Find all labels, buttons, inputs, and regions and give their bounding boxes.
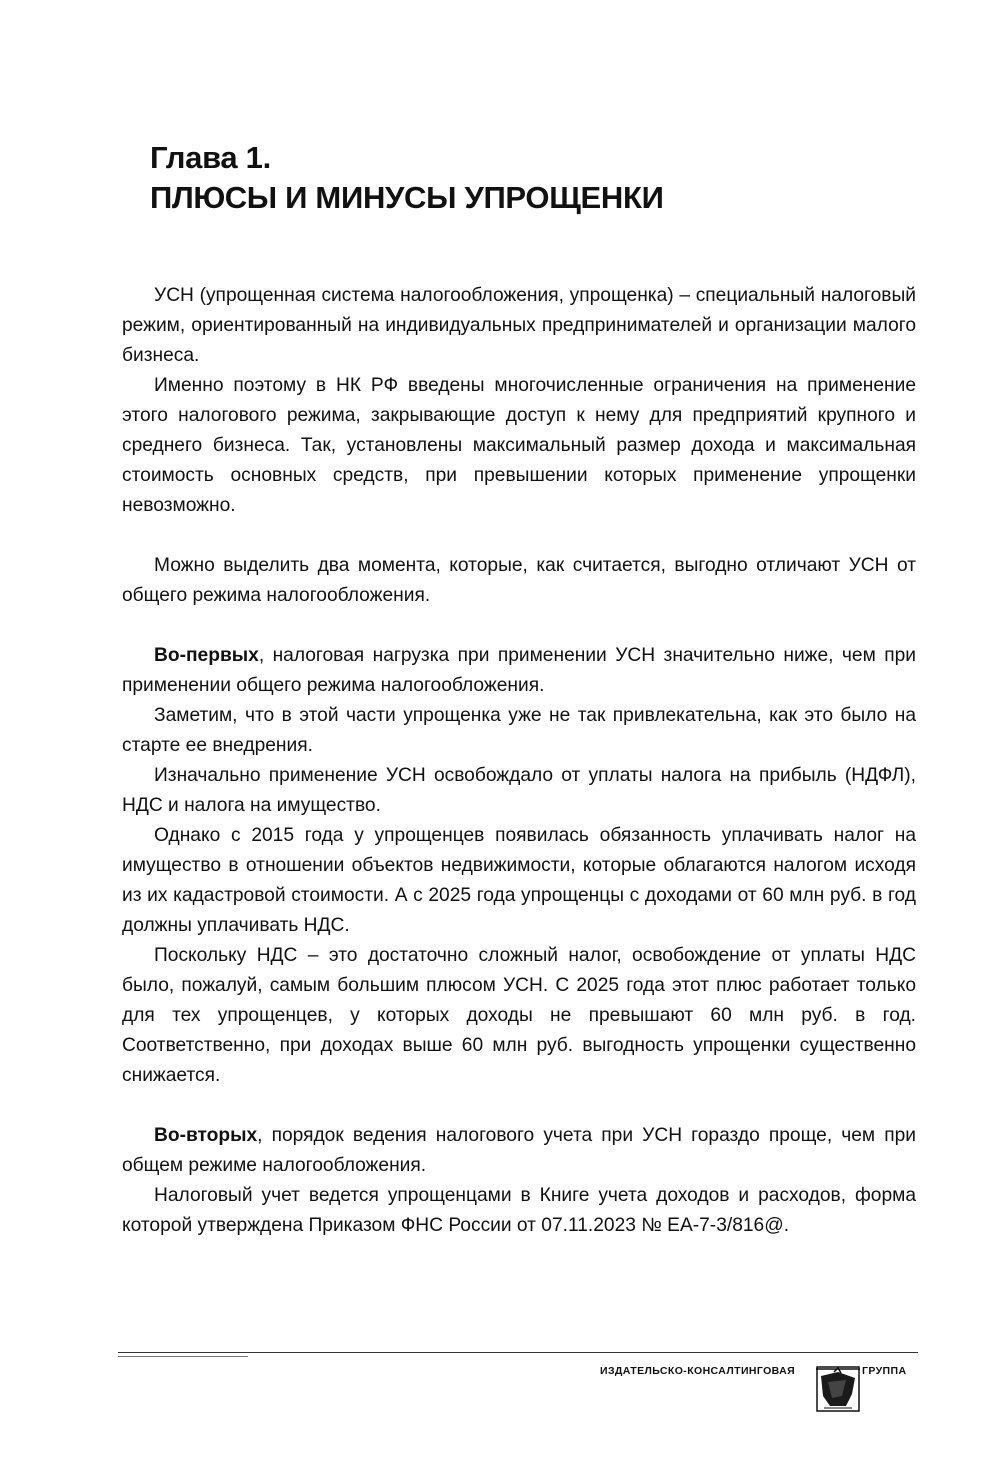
publisher-name-left: ИЗДАТЕЛЬСКО-КОНСАЛТИНГОВАЯ — [600, 1365, 796, 1377]
footer-divider — [118, 1352, 918, 1353]
paragraph-first-point — [122, 641, 916, 701]
paragraph-second-point — [122, 1121, 916, 1181]
publisher-name-right: ГРУППА — [862, 1365, 907, 1377]
chapter-title: ПЛЮСЫ И МИНУСЫ УПРОЩЕНКИ — [150, 180, 664, 215]
paragraph-ledger: Налоговый учет ведется упрощенцами в Книге учета доходов и расходов, форма которой утверждена Приказом ФНС России от 07.11.2023 № ЕА-7-3/816@. — [122, 1185, 916, 1236]
paragraph-restrictions: Именно поэтому в НК РФ введены многочисленные ограничения на применение этого налогового режима, закрывающие доступ к нему для предприятий крупного и среднего бизнеса. Так, установлены максимальный размер дохода и максимальная стоимость основных средств, при превышении которых применение упрощенки невозможно. — [122, 375, 916, 516]
publisher-logo-icon — [816, 1366, 860, 1412]
paragraph-two-points: Можно выделить два момента, которые, как считается, выгодно отличают УСН от общего режима налогообложения. — [122, 555, 916, 606]
paragraph-initial-exemption: Изначально применение УСН освобождало от уплаты налога на прибыль (НДФЛ), НДС и налога на имущество. — [122, 765, 916, 816]
chapter-heading — [150, 138, 910, 218]
chapter-number: Глава 1. — [150, 140, 271, 175]
chapter-body — [122, 281, 916, 1241]
first-point-text: , налоговая нагрузка при применении УСН значительно ниже, чем при применении общего режима налогообложения. — [122, 645, 916, 696]
paragraph-2015-changes: Однако с 2015 года у упрощенцев появилась обязанность уплачивать налог на имущество в отношении объектов недвижимости, которые облагаются налогом исходя из их кадастровой стоимости. А с 2025 года упрощенцы с доходами от 60 млн руб. в год должны уплачивать НДС. — [122, 825, 916, 936]
paragraph-note: Заметим, что в этой части упрощенка уже не так привлекательна, как это было на старте ее внедрения. — [122, 705, 916, 756]
paragraph-vat: Поскольку НДС – это достаточно сложный налог, освобождение от уплаты НДС было, пожалуй, самым большим плюсом УСН. С 2025 года этот плюс работает только для тех упрощенцев, у которых доходы не превышают 60 млн руб. в год. Соответственно, при доходах выше 60 млн руб. выгодность упрощенки существенно снижается. — [122, 945, 916, 1086]
first-point-lead: Во-первых — [154, 645, 259, 666]
footer-divider-accent — [118, 1356, 248, 1357]
second-point-lead: Во-вторых — [154, 1125, 258, 1146]
second-point-text: , порядок ведения налогового учета при УСН гораздо проще, чем при общем режиме налогообложения. — [122, 1125, 916, 1176]
paragraph-usn-definition: УСН (упрощенная система налогообложения, упрощенка) – специальный налоговый режим, ориентированный на индивидуальных предпринимателей и организации малого бизнеса. — [122, 285, 916, 366]
publisher-footer — [600, 1364, 920, 1416]
